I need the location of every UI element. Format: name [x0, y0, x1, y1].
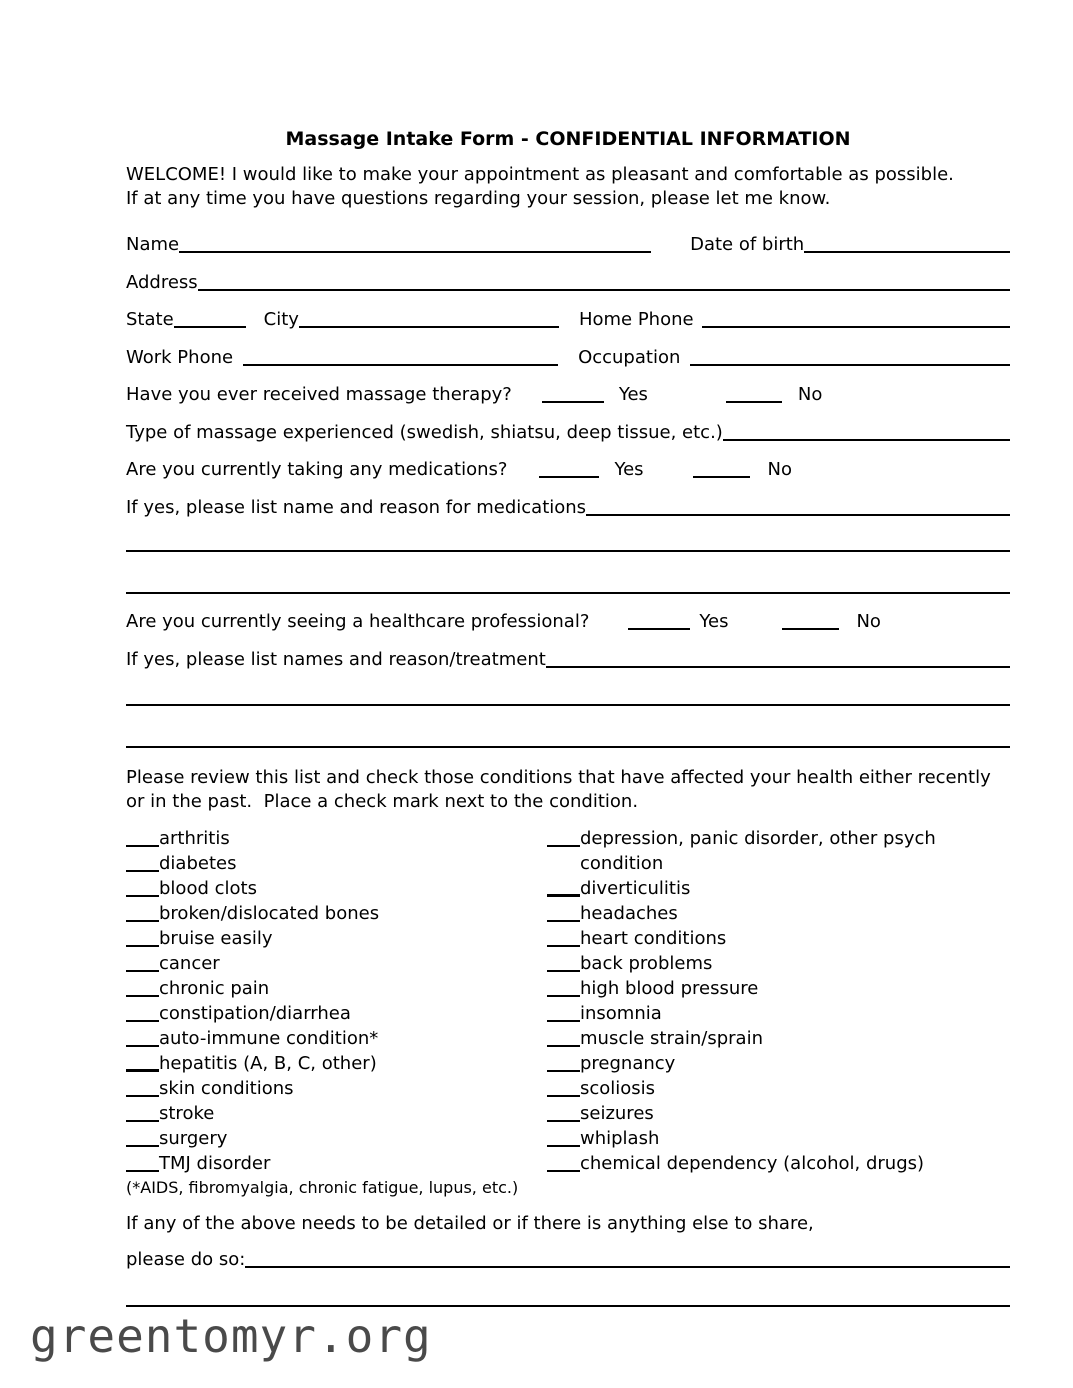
condition-item — [547, 1076, 1010, 1101]
condition-label: headaches — [580, 903, 678, 924]
condition-item — [126, 876, 547, 901]
name-label: Name — [126, 234, 180, 255]
condition-check-blank[interactable] — [547, 894, 580, 897]
form-page — [126, 0, 1010, 1307]
medications-yes-blank[interactable] — [539, 476, 599, 478]
condition-check-blank[interactable] — [126, 1095, 159, 1097]
condition-check-blank[interactable] — [126, 1069, 159, 1072]
condition-item — [126, 826, 547, 851]
medications-detail-row — [126, 496, 1010, 520]
please-do-so-row — [126, 1248, 1010, 1272]
no-label: No — [767, 459, 793, 480]
condition-item — [126, 1051, 547, 1076]
closing-prompt: If any of the above needs to be detailed or if there is anything else to share, — [126, 1213, 814, 1234]
work-phone-label: Work Phone — [126, 347, 234, 368]
condition-label: diverticulitis — [580, 878, 691, 899]
healthcare-no-blank[interactable] — [782, 628, 839, 630]
date-of-birth-field-blank[interactable] — [804, 251, 1010, 253]
address-label: Address — [126, 272, 198, 293]
state-field-blank[interactable] — [174, 326, 246, 328]
medications-detail-line-1[interactable] — [126, 550, 1010, 552]
healthcare-detail-label: If yes, please list names and reason/treatment — [126, 649, 546, 670]
no-label: No — [856, 611, 881, 632]
condition-check-blank[interactable] — [547, 1095, 580, 1097]
massage-therapy-question: Have you ever received massage therapy? — [126, 384, 512, 405]
condition-check-blank[interactable] — [126, 1170, 159, 1172]
name-field-blank[interactable] — [179, 251, 651, 253]
medications-detail-label: If yes, please list name and reason for medications — [126, 497, 587, 518]
page-title: Massage Intake Form - CONFIDENTIAL INFORMATION — [285, 128, 851, 150]
condition-label: broken/dislocated bones — [159, 903, 380, 924]
condition-label: skin conditions — [159, 1078, 294, 1099]
condition-label: chemical dependency (alcohol, drugs) — [580, 1153, 925, 1174]
condition-item — [547, 1051, 1010, 1076]
condition-label: back problems — [580, 953, 713, 974]
healthcare-question-row — [126, 610, 1010, 634]
condition-label: bruise easily — [159, 928, 273, 949]
checklist-footnote: (*AIDS, fibromyalgia, chronic fatigue, lupus, etc.) — [126, 1178, 519, 1197]
yes-label: Yes — [618, 384, 648, 405]
checklist-intro: Please review this list and check those conditions that have affected your health either recently or in the past. Place a check mark next to the condition. — [126, 767, 997, 812]
state-label: State — [126, 309, 174, 330]
condition-item — [547, 901, 1010, 926]
condition-check-blank[interactable] — [547, 1145, 580, 1147]
condition-check-blank[interactable] — [547, 1070, 580, 1072]
condition-label: diabetes — [159, 853, 237, 874]
home-phone-label: Home Phone — [578, 309, 694, 330]
condition-check-blank[interactable] — [126, 1045, 159, 1047]
medications-detail-line-2[interactable] — [126, 592, 1010, 594]
massage-therapy-yes-blank[interactable] — [542, 401, 604, 403]
condition-check-blank[interactable] — [126, 1145, 159, 1147]
name-row — [126, 233, 1010, 257]
work-occupation-row — [126, 346, 1010, 370]
occupation-field-blank[interactable] — [690, 364, 1010, 366]
condition-label: cancer — [159, 953, 220, 974]
massage-therapy-no-blank[interactable] — [726, 401, 782, 403]
condition-check-blank[interactable] — [126, 970, 159, 972]
condition-item — [126, 976, 547, 1001]
massage-type-question: Type of massage experienced (swedish, shiatsu, deep tissue, etc.) — [126, 422, 723, 443]
condition-check-blank[interactable] — [126, 920, 159, 922]
condition-item — [126, 951, 547, 976]
please-do-so-line-2[interactable] — [126, 1305, 1010, 1307]
condition-label: constipation/diarrhea — [159, 1003, 351, 1024]
date-of-birth-label: Date of birth — [690, 234, 805, 255]
conditions-left-column — [126, 826, 547, 1176]
condition-label: insomnia — [580, 1003, 662, 1024]
condition-check-blank[interactable] — [547, 945, 580, 947]
medications-question-row — [126, 458, 1010, 482]
city-field-blank[interactable] — [299, 326, 559, 328]
healthcare-detail-line-1[interactable] — [126, 704, 1010, 706]
condition-label: surgery — [159, 1128, 228, 1149]
condition-item — [547, 1101, 1010, 1126]
city-label: City — [263, 309, 299, 330]
condition-label: scoliosis — [580, 1078, 656, 1099]
condition-check-blank[interactable] — [126, 945, 159, 947]
condition-label: seizures — [580, 1103, 654, 1124]
occupation-label: Occupation — [578, 347, 681, 368]
condition-label: auto-immune condition* — [159, 1028, 379, 1049]
condition-item — [547, 926, 1010, 951]
condition-check-blank[interactable] — [547, 1170, 580, 1172]
condition-label: heart conditions — [580, 928, 727, 949]
condition-check-blank[interactable] — [126, 870, 159, 872]
condition-label: pregnancy — [580, 1053, 676, 1074]
condition-check-blank[interactable] — [126, 995, 159, 997]
condition-item — [126, 1126, 547, 1151]
healthcare-yes-blank[interactable] — [628, 628, 690, 630]
medications-question: Are you currently taking any medications? — [126, 459, 508, 480]
condition-label: stroke — [159, 1103, 215, 1124]
condition-item — [547, 1026, 1010, 1051]
address-row — [126, 271, 1010, 295]
healthcare-detail-field-blank[interactable] — [546, 666, 1010, 668]
condition-item — [547, 1151, 1010, 1176]
condition-check-blank[interactable] — [547, 845, 580, 847]
medications-detail-field-blank[interactable] — [586, 514, 1010, 516]
address-field-blank[interactable] — [198, 289, 1010, 291]
condition-item — [547, 951, 1010, 976]
condition-item — [126, 1101, 547, 1126]
condition-check-blank[interactable] — [126, 845, 159, 847]
conditions-checklist — [126, 826, 1010, 1176]
condition-check-blank[interactable] — [126, 895, 159, 897]
condition-item — [126, 1151, 547, 1176]
conditions-right-column — [547, 826, 1010, 1176]
condition-check-blank[interactable] — [547, 970, 580, 972]
condition-check-blank[interactable] — [126, 1020, 159, 1022]
condition-label: depression, panic disorder, other psych condition — [580, 828, 936, 874]
condition-item — [126, 1026, 547, 1051]
yes-label: Yes — [614, 459, 644, 480]
condition-label: whiplash — [580, 1128, 660, 1149]
condition-label: hepatitis (A, B, C, other) — [159, 1053, 377, 1074]
condition-item — [547, 1001, 1010, 1026]
condition-label: muscle strain/sprain — [580, 1028, 763, 1049]
condition-label: blood clots — [159, 878, 257, 899]
condition-label: TMJ disorder — [159, 1153, 271, 1174]
condition-item — [126, 1076, 547, 1101]
condition-item — [126, 901, 547, 926]
condition-item — [547, 876, 1010, 901]
condition-label: chronic pain — [159, 978, 270, 999]
condition-item — [126, 851, 547, 876]
state-city-phone-row — [126, 308, 1010, 332]
work-phone-field-blank[interactable] — [243, 364, 558, 366]
watermark: greentomyr.org — [30, 1309, 432, 1363]
home-phone-field-blank[interactable] — [702, 326, 1010, 328]
condition-check-blank[interactable] — [547, 1020, 580, 1022]
condition-item — [547, 976, 1010, 1001]
massage-therapy-question-row — [126, 383, 1010, 407]
condition-check-blank[interactable] — [547, 1120, 580, 1122]
yes-label: Yes — [699, 611, 729, 632]
condition-check-blank[interactable] — [126, 1120, 159, 1122]
massage-type-row — [126, 421, 1010, 445]
condition-label: high blood pressure — [580, 978, 759, 999]
condition-item — [547, 1126, 1010, 1151]
please-do-so-field-blank[interactable] — [245, 1266, 1010, 1268]
medications-no-blank[interactable] — [693, 476, 750, 478]
condition-check-blank[interactable] — [547, 995, 580, 997]
condition-item — [126, 926, 547, 951]
healthcare-detail-line-2[interactable] — [126, 746, 1010, 748]
no-label: No — [797, 384, 823, 405]
condition-check-blank[interactable] — [547, 920, 580, 922]
condition-check-blank[interactable] — [547, 1045, 580, 1047]
welcome-text: WELCOME! I would like to make your appointment as pleasant and comfortable as possible. If at any time you have questions regarding your session, please let me know. — [126, 164, 966, 209]
condition-item — [126, 1001, 547, 1026]
healthcare-question: Are you currently seeing a healthcare professional? — [126, 611, 590, 632]
please-do-so-label: please do so: — [126, 1249, 246, 1270]
healthcare-detail-row — [126, 648, 1010, 672]
condition-item — [547, 826, 1010, 876]
massage-type-field-blank[interactable] — [723, 439, 1010, 441]
condition-label: arthritis — [159, 828, 230, 849]
